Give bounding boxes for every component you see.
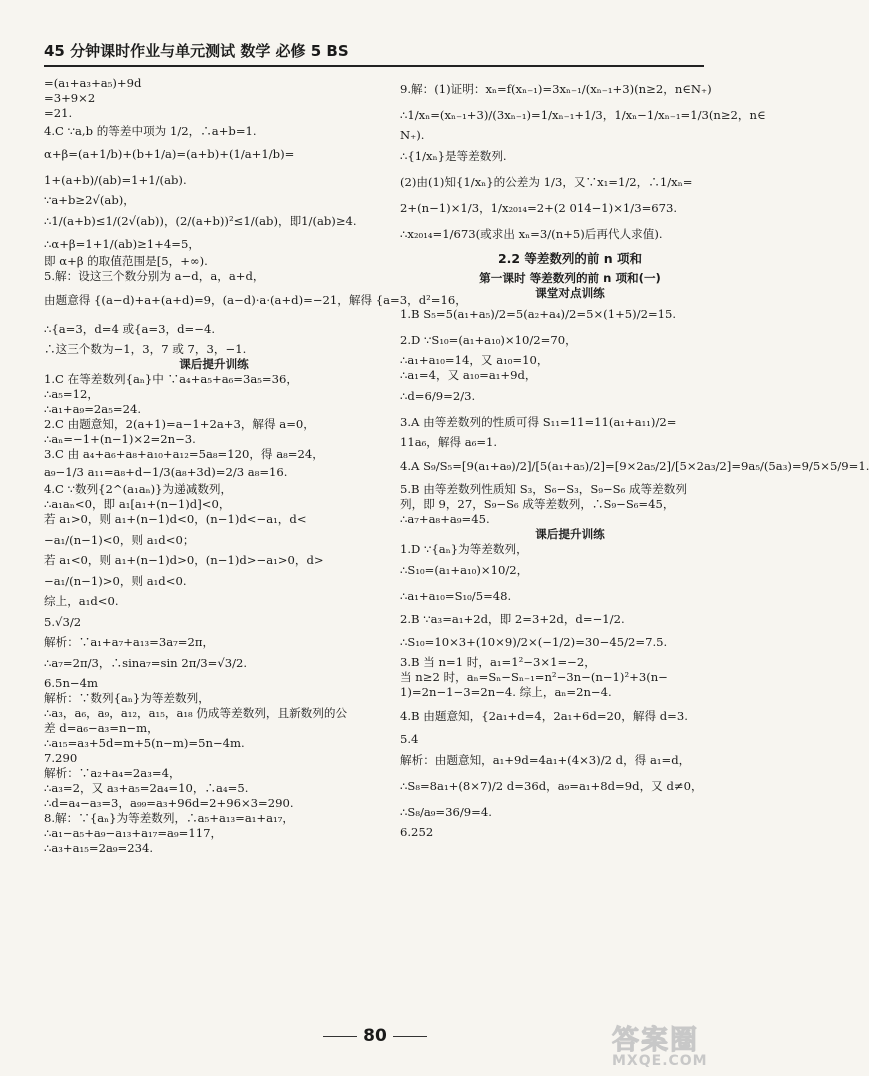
left-column-line: 解析：∵数列{aₙ}为等差数列， [44,691,210,705]
left-column-line: −a₁/(n−1)>0，则 a₁d<0. [44,574,187,588]
left-column-line: 7.290 [44,751,78,765]
running-header: 45 分钟课时作业与单元测试 数学 必修 5 BS [44,40,704,67]
left-column-line: ∴a₁aₙ<0，即 a₁[a₁+(n−1)d]<0， [44,497,231,511]
right-column-line: 1)=2n−1−3=2n−4. 综上，aₙ=2n−4. [400,685,612,699]
left-column-line: 1.C 在等差数列{aₙ}中 ∵a₄+a₅+a₆=3a₅=36， [44,372,298,386]
right-column-line: 3.A 由等差数列的性质可得 S₁₁=11=11(a₁+a₁₁)/2= [400,415,677,429]
right-column-line: 1.D ∵{aₙ}为等差数列， [400,542,528,556]
left-column-line: ∴a₁₅=a₃+5d=m+5(n−m)=5n−4m. [44,736,245,750]
left-column-line: ∴a₃=2，又 a₃+a₅=2a₄=10，∴a₄=5. [44,781,249,795]
left-column-line: 2.C 由题意知，2(a+1)=a−1+2a+3，解得 a=0， [44,417,315,431]
right-column-line: ∴{1/xₙ}是等差数列. [400,149,507,163]
right-column-line: ∴S₁₀=(a₁+a₁₀)×10/2， [400,563,529,577]
left-column-line: −a₁/(n−1)<0，则 a₁d<0； [44,533,195,547]
left-column-line: ∴a₃，a₆，a₉，a₁₂，a₁₅，a₁₈ 仍成等差数列，且新数列的公 [44,706,348,720]
left-column-line: 课后提升训练 [179,357,249,371]
right-column-line: 1.B S₅=5(a₁+a₅)/2=5(a₂+a₄)/2=5×(1+5)/2=15. [400,307,677,321]
right-column-line: 4.B 由题意知，{2a₁+d=4，2a₁+6d=20，解得 d=3. [400,709,688,723]
right-column-line: ∴x₂₀₁₄=1/673(或求出 xₙ=3/(n+5)后再代人求值). [400,227,663,241]
left-column-line: 5.√3/2 [44,615,82,629]
right-column-line: ∴S₈/a₉=36/9=4. [400,805,492,819]
page-number-dash-left [323,1036,357,1037]
left-column-line: ∴{a=3，d=4 或{a=3，d=−4. [44,322,216,336]
right-column-line: ∴1/xₙ=(xₙ₋₁+3)/(3xₙ₋₁)=1/xₙ₋₁+1/3，1/xₙ−1/xₙ₋₁=1/3(n≥2，n∈ [400,108,766,122]
left-column-line: ∴a₁+a₉=2a₅=24. [44,402,142,416]
left-column-line: =21. [44,106,73,120]
left-column-line: ∴α+β=1+1/(ab)≥1+4=5， [44,237,200,251]
right-column-line: (2)由(1)知{1/xₙ}的公差为 1/3，又∵x₁=1/2，∴1/xₙ= [400,175,693,189]
left-column-line: 解析：∵a₁+a₇+a₁₃=3a₇=2π， [44,635,215,649]
right-column-line: 2.B ∵a₃=a₁+2d，即 2=3+2d，d=−1/2. [400,612,625,626]
left-column-line: =3+9×2 [44,91,96,105]
left-column-line: ∴a₃+a₁₅=2a₉=234. [44,841,154,855]
right-column-line: 2.2 等差数列的前 n 项和 [497,251,643,266]
left-column-line: 8.解：∵{aₙ}为等差数列，∴a₅+a₁₃=a₁+a₁₇， [44,811,294,825]
watermark [612,1018,740,1072]
right-column-line: N₊). [400,128,425,142]
left-column-line: ∴aₙ=−1+(n−1)×2=2n−3. [44,432,196,446]
right-column-line: ∴a₁+a₁₀=S₁₀/5=48. [400,589,512,603]
left-column-line: 1+(a+b)/(ab)=1+1/(ab). [44,173,187,187]
watermark-url: MXQE.COM [612,1053,708,1069]
right-column-line: 第一课时 等差数列的前 n 项和(一) [479,271,661,285]
page-number-dash-right [393,1036,427,1037]
left-column-line: 4.C ∵数列{2^(a₁aₙ)}为递减数列， [44,482,233,496]
left-column-line: =(a₁+a₃+a₅)+9d [44,76,142,90]
left-column-line: 4.C ∵a,b 的等差中项为 1/2，∴a+b=1. [44,124,257,138]
right-column-line: 列，即 9，27，S₉−S₆ 成等差数列，∴S₉−S₆=45， [400,497,675,511]
left-column-line: ∴1/(a+b)≤1/(2√(ab))，(2/(a+b))²≤1/(ab)，即1/(ab)≥4. [44,214,357,228]
right-column-line: 课堂对点训练 [535,286,605,300]
watermark-logo: 答案圈 [612,1025,699,1056]
right-column-line: ∴a₁+a₁₀=14，又 a₁₀=10， [400,353,549,367]
left-column-line: ∴a₇=2π/3，∴sina₇=sin 2π/3=√3/2. [44,656,248,670]
left-column-line: 若 a₁<0，则 a₁+(n−1)d>0，(n−1)d>−a₁>0，d> [44,553,324,567]
page-number: 80 [363,1026,387,1046]
right-column-line: ∴a₁=4，又 a₁₀=a₁+9d， [400,368,537,382]
left-column-line: 差 d=a₆−a₃=n−m， [44,721,159,735]
right-column-line: 2+(n−1)×1/3，1/x₂₀₁₄=2+(2 014−1)×1/3=673. [400,201,678,215]
left-column-line: ∴这三个数为−1，3，7 或 7，3，−1. [44,342,247,356]
left-column-line: a₉−1/3 a₁₁=a₈+d−1/3(a₈+3d)=2/3 a₈=16. [44,465,288,479]
left-column-line: 若 a₁>0，则 a₁+(n−1)d<0，(n−1)d<−a₁，d< [44,512,307,526]
left-column-line: 6.5n−4m [44,676,98,690]
left-column-line: ∴d=a₄−a₃=3，a₉₉=a₃+96d=2+96×3=290. [44,796,294,810]
left-column-line: 5.解：设这三个数分别为 a−d，a，a+d， [44,269,265,283]
left-column-line: 综上，a₁d<0. [44,594,119,608]
right-column-line: 课后提升训练 [535,527,605,541]
right-column-line: 3.B 当 n=1 时，a₁=1²−3×1=−2， [400,655,596,669]
left-column-line: ∴a₁−a₅+a₉−a₁₃+a₁₇=a₉=117， [44,826,223,840]
left-column-line: ∴a₅=12， [44,387,99,401]
right-column-line: 解析：由题意知，a₁+9d=4a₁+(4×3)/2 d，得 a₁=d， [400,753,691,767]
left-column-line: 3.C 由 a₄+a₆+a₈+a₁₀+a₁₂=5a₈=120，得 a₈=24， [44,447,324,461]
right-column-line: 4.A S₉/S₅=[9(a₁+a₉)/2]/[5(a₁+a₅)/2]=[9×2a₅/2]/[5×2a₃/2]=9a₅/(5a₃)=9/5×5/9=1. [400,459,869,473]
right-column-line: 5.4 [400,732,419,746]
right-column-line: 当 n≥2 时，aₙ=Sₙ−Sₙ₋₁=n²−3n−(n−1)²+3(n− [400,670,668,684]
right-column-line: 9.解：(1)证明：xₙ=f(xₙ₋₁)=3xₙ₋₁/(xₙ₋₁+3)(n≥2，n∈N₊) [400,82,712,96]
left-column-line: ∵a+b≥2√(ab)， [44,193,135,207]
right-column-line: 5.B 由等差数列性质知 S₃，S₆−S₃，S₉−S₆ 成等差数列 [400,482,687,496]
left-column-line: 解析：∵a₂+a₄=2a₃=4， [44,766,181,780]
right-column-line: 11a₆，解得 a₆=1. [400,435,498,449]
left-column-line: 即 α+β 的取值范围是[5，+∞). [44,254,208,268]
left-column-line: α+β=(a+1/b)+(b+1/a)=(a+b)+(1/a+1/b)= [44,147,295,161]
right-column-line: ∴S₁₀=10×3+(10×9)/2×(−1/2)=30−45/2=7.5. [400,635,668,649]
right-column [400,76,869,840]
right-column-line: ∴a₇+a₈+a₉=45. [400,512,490,526]
right-column-line: 6.252 [400,825,434,839]
left-column-line: 由题意得 {(a−d)+a+(a+d)=9，(a−d)·a·(a+d)=−21，解得 {a=3，d²=16， [44,293,467,307]
right-column-line: ∴d=6/9=2/3. [400,389,476,403]
right-column-line: 2.D ∵S₁₀=(a₁+a₁₀)×10/2=70， [400,333,577,347]
right-column-line: ∴S₈=8a₁+(8×7)/2 d=36d，a₉=a₁+8d=9d，又 d≠0， [400,779,703,793]
